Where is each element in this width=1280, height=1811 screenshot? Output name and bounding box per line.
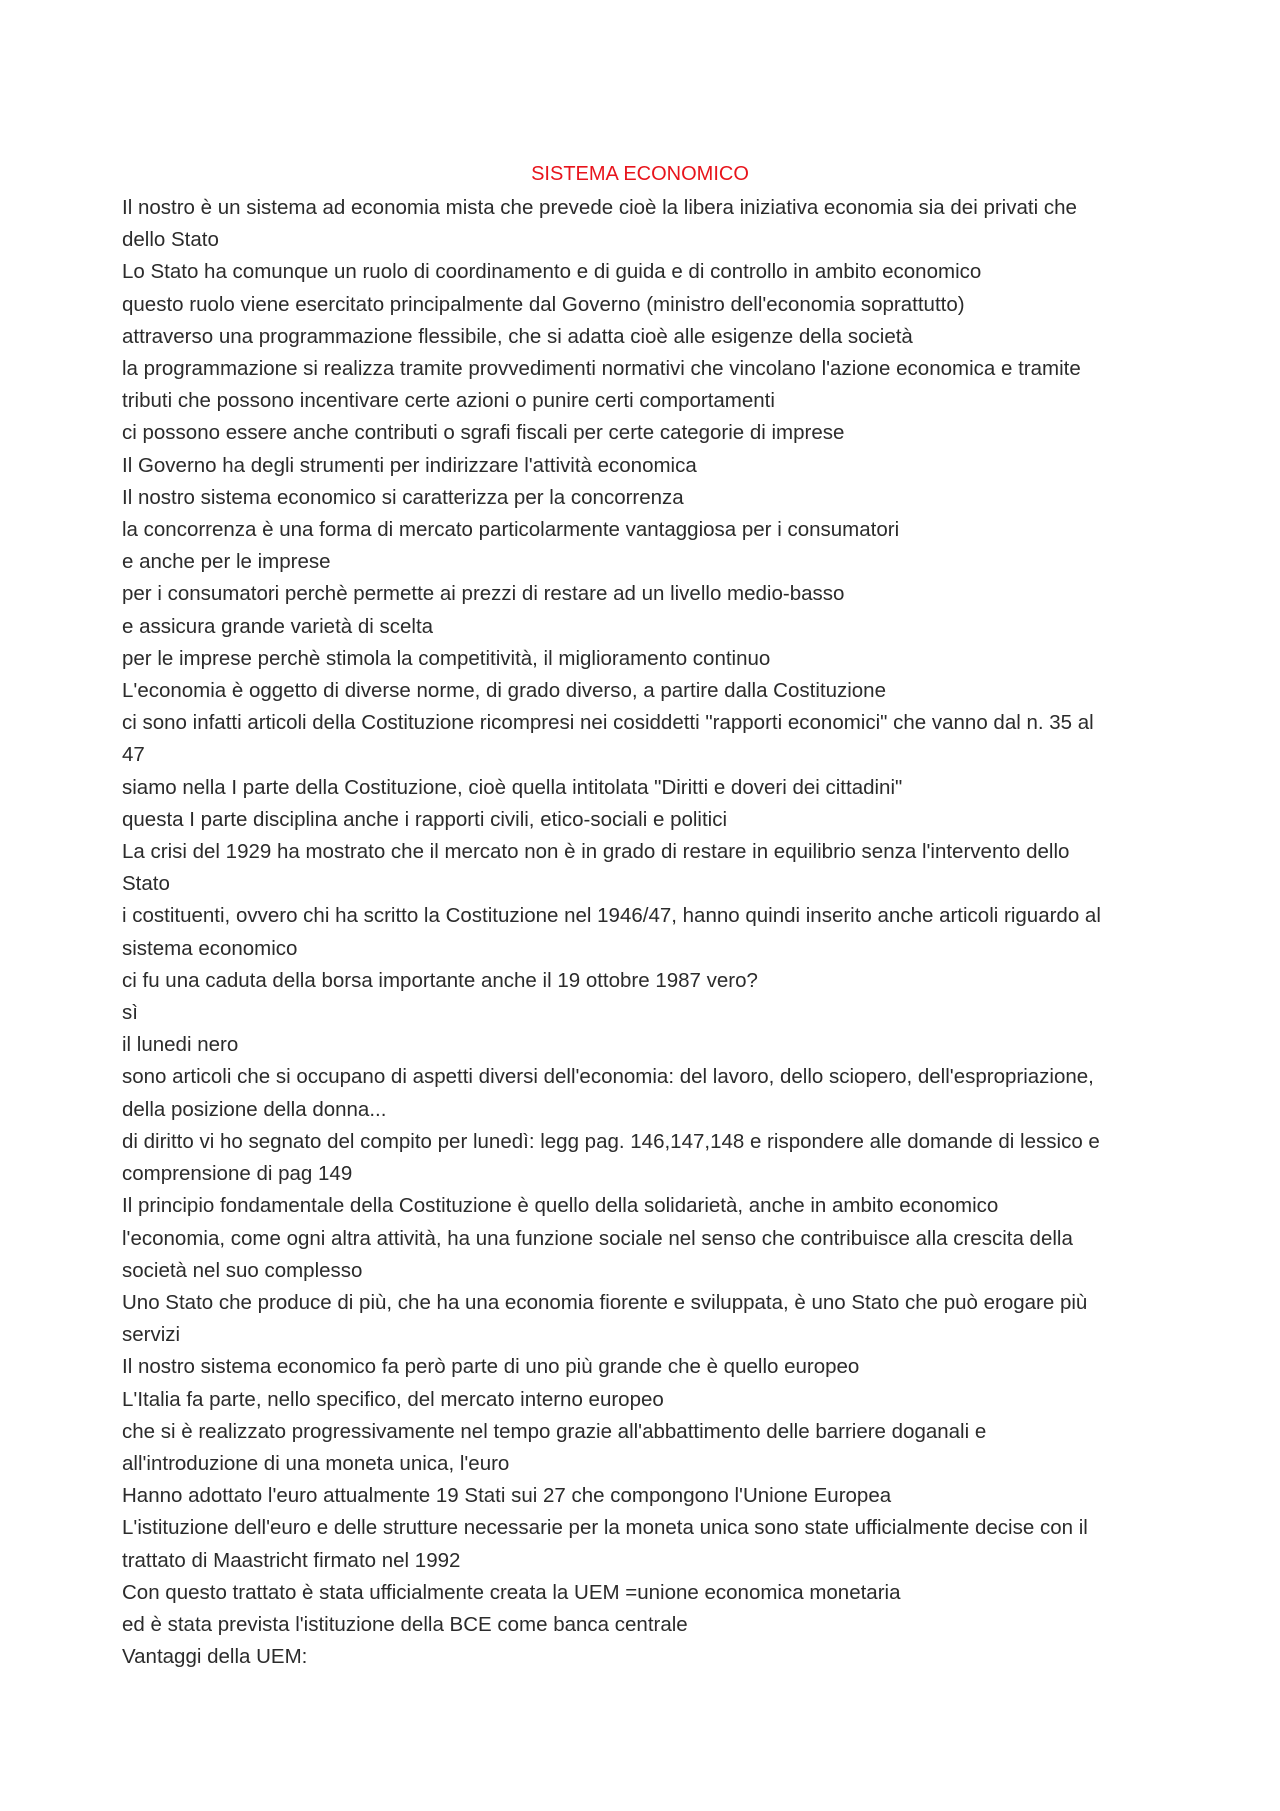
text-line: per i consumatori perchè permette ai prezzi di restare ad un livello medio-basso (122, 582, 845, 606)
text-line: sistema economico (122, 936, 298, 960)
text-line: La crisi del 1929 ha mostrato che il mercato non è in grado di restare in equilibrio senza l'intervento dello (122, 840, 1070, 864)
text-line: sono articoli che si occupano di aspetti diversi dell'economia: del lavoro, dello sciopero, dell'espropriazione, (122, 1065, 1094, 1089)
text-line: Uno Stato che produce di più, che ha una economia fiorente e sviluppata, è uno Stato che può erogare più (122, 1290, 1088, 1314)
text-line: Stato (122, 872, 170, 896)
text-line: dello Stato (122, 228, 219, 252)
text-line: Vantaggi della UEM: (122, 1645, 308, 1669)
text-line: Il nostro sistema economico si caratterizza per la concorrenza (122, 485, 684, 509)
text-line: tributi che possono incentivare certe azioni o punire certi comportamenti (122, 389, 775, 413)
text-line: L'economia è oggetto di diverse norme, di grado diverso, a partire dalla Costituzione (122, 679, 886, 703)
text-line: i costituenti, ovvero chi ha scritto la Costituzione nel 1946/47, hanno quindi inserito anche articoli riguardo al (122, 904, 1101, 928)
text-line: comprensione di pag 149 (122, 1162, 353, 1186)
text-line: ci possono essere anche contributi o sgrafi fiscali per certe categorie di imprese (122, 421, 845, 445)
text-line: società nel suo complesso (122, 1258, 363, 1282)
text-line: L'istituzione dell'euro e delle strutture necessarie per la moneta unica sono state ufficialmente decise con il (122, 1516, 1088, 1540)
text-line: il lunedi nero (122, 1033, 239, 1057)
text-line: Il nostro è un sistema ad economia mista che prevede cioè la libera iniziativa economia sia dei privati che (122, 196, 1077, 219)
text-line: 47 (122, 743, 145, 767)
document-body (122, 192, 1162, 1673)
text-line: e assicura grande varietà di scelta (122, 614, 434, 638)
text-line: Il nostro sistema economico fa però parte di uno più grande che è quello europeo (122, 1355, 860, 1379)
text-line: trattato di Maastricht firmato nel 1992 (122, 1548, 461, 1572)
text-line: L'Italia fa parte, nello specifico, del mercato interno europeo (122, 1387, 664, 1411)
text-line: sì (122, 1001, 138, 1025)
text-line: e anche per le imprese (122, 550, 331, 574)
text-line: attraverso una programmazione flessibile, che si adatta cioè alle esigenze della società (122, 324, 913, 348)
text-line: Il principio fondamentale della Costituzione è quello della solidarietà, anche in ambito economico (122, 1194, 999, 1218)
text-line: servizi (122, 1323, 181, 1347)
text-line: siamo nella I parte della Costituzione, cioè quella intitolata "Diritti e doveri dei cittadini" (122, 775, 903, 799)
text-line: ci sono infatti articoli della Costituzione ricompresi nei cosiddetti "rapporti economici" che vanno dal n. 35 al (122, 711, 1094, 735)
text-line: la concorrenza è una forma di mercato particolarmente vantaggiosa per i consumatori (122, 518, 900, 542)
text-line: di diritto vi ho segnato del compito per lunedì: legg pag. 146,147,148 e rispondere alle domande di lessico e (122, 1129, 1100, 1153)
text-line: per le imprese perchè stimola la competitività, il miglioramento continuo (122, 646, 771, 670)
text-line: questo ruolo viene esercitato principalmente dal Governo (ministro dell'economia soprattutto) (122, 292, 965, 316)
document-title: SISTEMA ECONOMICO (531, 163, 749, 185)
text-line: all'introduzione di una moneta unica, l'euro (122, 1451, 510, 1475)
text-line: Lo Stato ha comunque un ruolo di coordinamento e di guida e di controllo in ambito economico (122, 260, 982, 284)
text-line: la programmazione si realizza tramite provvedimenti normativi che vincolano l'azione economica e tramite (122, 357, 1081, 381)
text-line: l'economia, come ogni altra attività, ha una funzione sociale nel senso che contribuisce alla crescita della (122, 1226, 1073, 1250)
text-line: Con questo trattato è stata ufficialmente creata la UEM =unione economica monetaria (122, 1580, 901, 1604)
text-line: ed è stata prevista l'istituzione della BCE come banca centrale (122, 1612, 688, 1636)
text-line: Il Governo ha degli strumenti per indirizzare l'attività economica (122, 453, 697, 477)
text-line: ci fu una caduta della borsa importante anche il 19 ottobre 1987 vero? (122, 968, 758, 992)
text-line: Hanno adottato l'euro attualmente 19 Stati sui 27 che compongono l'Unione Europea (122, 1484, 892, 1508)
text-line: che si è realizzato progressivamente nel tempo grazie all'abbattimento delle barriere doganali e (122, 1419, 987, 1443)
text-line: della posizione della donna... (122, 1097, 387, 1121)
text-line: questa I parte disciplina anche i rapporti civili, etico-sociali e politici (122, 807, 728, 831)
